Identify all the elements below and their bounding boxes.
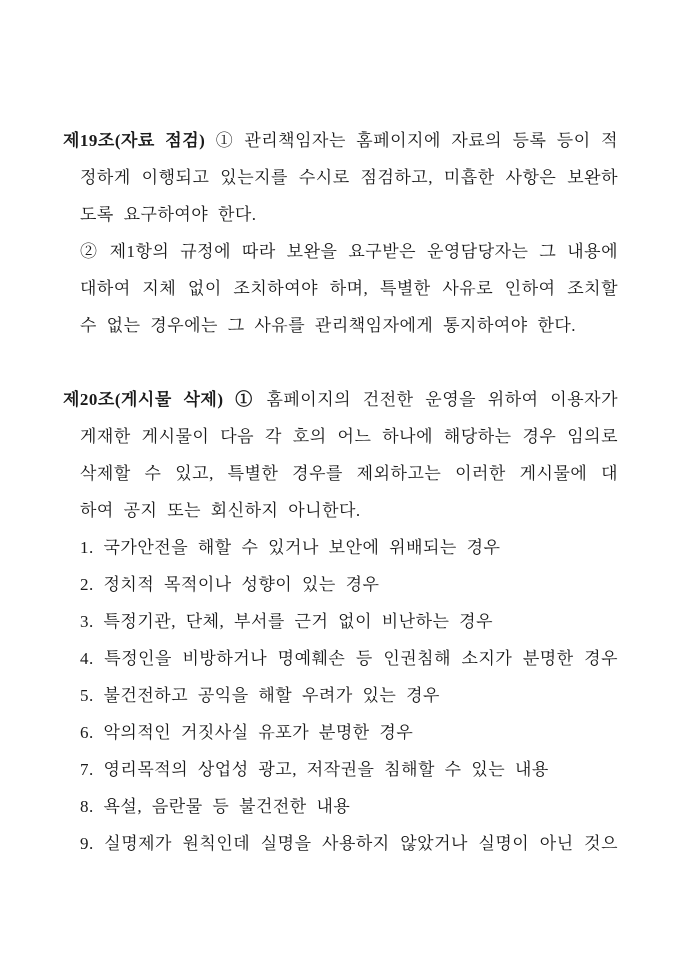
article-20 (63, 381, 618, 862)
article-title: 제20조(게시물 삭제) ① (63, 390, 255, 409)
document-line: 5. 불건전하고 공익을 해할 우려가 있는 경우 (80, 686, 440, 705)
document-line: ② 제1항의 규정에 따라 보완을 요구받은 운영담당자는 그 내용에 (80, 242, 618, 261)
document-line: 4. 특정인을 비방하거나 명예훼손 등 인권침해 소지가 분명한 경우 (80, 649, 618, 668)
article-heading-line: 제20조(게시물 삭제) ① 홈페이지의 건전한 운영을 위하여 이용자가 (63, 390, 618, 409)
document-line: 게재한 게시물이 다음 각 호의 어느 하나에 해당하는 경우 임의로 (80, 427, 618, 446)
document-line: 1. 국가안전을 해할 수 있거나 보안에 위배되는 경우 (80, 538, 501, 557)
document-line: 대하여 지체 없이 조치하여야 하며, 특별한 사유로 인하여 조치할 (80, 279, 618, 298)
document-line: 수 없는 경우에는 그 사유를 관리책임자에게 통지하여야 한다. (80, 316, 577, 335)
document-line: 6. 악의적인 거짓사실 유포가 분명한 경우 (80, 723, 414, 742)
article-title: 제19조(자료 점검) (63, 131, 206, 150)
document-line: 8. 욕설, 음란물 등 불건전한 내용 (80, 797, 351, 816)
document-line: 7. 영리목적의 상업성 광고, 저작권을 침해할 수 있는 내용 (80, 760, 549, 779)
document-line: 2. 정치적 목적이나 성향이 있는 경우 (80, 575, 380, 594)
document-line: 하여 공지 또는 회신하지 아니한다. (80, 501, 361, 520)
document-body (63, 122, 618, 862)
document-line: 정하게 이행되고 있는지를 수시로 점검하고, 미흡한 사항은 보완하 (80, 168, 618, 187)
document-line: 3. 특정기관, 단체, 부서를 근거 없이 비난하는 경우 (80, 612, 494, 631)
document-line: 삭제할 수 있고, 특별한 경우를 제외하고는 이러한 게시물에 대 (80, 464, 618, 483)
document-line: 9. 실명제가 원칙인데 실명을 사용하지 않았거나 실명이 아닌 것으 (80, 834, 618, 853)
article-heading-line: 제19조(자료 점검) ① 관리책임자는 홈페이지에 자료의 등록 등이 적 (63, 131, 618, 150)
document-line: 도록 요구하여야 한다. (80, 205, 257, 224)
article-19 (63, 122, 618, 344)
